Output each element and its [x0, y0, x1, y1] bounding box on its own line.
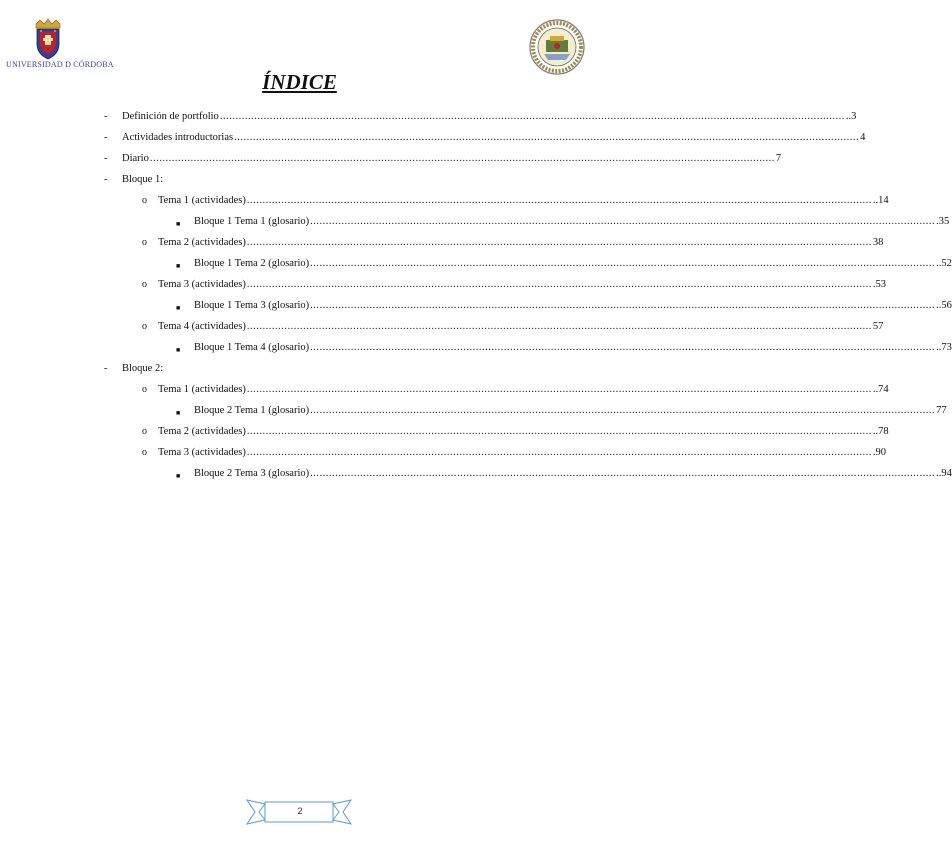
toc-leader-dots: ........................................................................................................................................................................................................	[310, 405, 936, 416]
toc-leader-dots: ........................................................................................................................................................................................................	[310, 468, 936, 479]
toc-leader-dots: ........................................................................................................................................................................................................	[246, 384, 872, 395]
toc-leader-dots: ........................................................................................................................................................................................................	[234, 132, 860, 143]
toc-entry[interactable]	[176, 257, 952, 271]
toc-entry-page: 4	[860, 132, 866, 143]
university-logo	[6, 18, 114, 74]
toc-entry[interactable]	[142, 278, 887, 292]
university-logo-caption: UNIVERSIDAD D CÓRDOBA	[6, 60, 114, 69]
toc-leader-dots: ........................................................................................................................................................................................................	[310, 258, 936, 269]
circle-bullet-icon: o	[142, 321, 147, 332]
toc-entry[interactable]	[176, 467, 952, 481]
toc-leader-dots: ........................................................................................................................................................................................................	[310, 300, 936, 311]
faculty-logo	[528, 18, 586, 76]
toc-leader-dots: ........................................................................................................................................................................................................	[246, 426, 872, 437]
square-bullet-icon: ■	[176, 472, 181, 480]
toc-entry[interactable]	[142, 194, 889, 208]
dash-bullet-icon: -	[104, 132, 108, 143]
toc-entry-label: Diario	[122, 153, 149, 164]
toc-leader-dots: ........................................................................................................................................................................................................	[149, 153, 775, 164]
toc-leader-dots: ........................................................................................................................................................................................................	[219, 111, 845, 122]
toc-entry[interactable]	[142, 446, 887, 460]
page-number: 2	[297, 806, 303, 816]
toc-entry-label: Bloque 1 Tema 1 (glosario)	[194, 216, 310, 227]
toc-entry[interactable]	[142, 425, 889, 439]
toc-entry-page: 77	[936, 405, 947, 416]
toc-entry-page: ..14	[872, 195, 889, 206]
square-bullet-icon: ■	[176, 304, 181, 312]
toc-entry-label: Tema 1 (actividades)	[158, 384, 246, 395]
circle-bullet-icon: o	[142, 384, 147, 395]
toc-entry-page: 7	[775, 153, 782, 164]
toc-entry-page: .90	[872, 447, 887, 458]
circle-bullet-icon: o	[142, 237, 147, 248]
toc-entry-page: ..3	[845, 111, 857, 122]
square-bullet-icon: ■	[176, 262, 181, 270]
toc-leader-dots: ........................................................................................................................................................................................................	[310, 216, 936, 227]
toc-entry[interactable]	[142, 236, 884, 250]
toc-entry-label: Bloque 2:	[122, 363, 164, 374]
toc-entry-label: Bloque 2 Tema 3 (glosario)	[194, 468, 310, 479]
toc-leader-dots: ........................................................................................................................................................................................................	[310, 342, 936, 353]
toc-entry[interactable]	[176, 215, 950, 229]
square-bullet-icon: ■	[176, 409, 181, 417]
square-bullet-icon: ■	[176, 346, 181, 354]
toc-entry-label: Tema 3 (actividades)	[158, 279, 246, 290]
toc-entry-label: Actividades introductorias	[122, 132, 234, 143]
dash-bullet-icon: -	[104, 153, 108, 164]
toc-entry-label: Tema 4 (actividades)	[158, 321, 246, 332]
toc-entry-page: 57	[872, 321, 884, 332]
toc-leader-dots: ........................................................................................................................................................................................................	[246, 321, 872, 332]
toc-entry[interactable]	[176, 341, 952, 355]
toc-entry[interactable]	[176, 299, 952, 313]
toc-entry-label: Tema 1 (actividades)	[158, 195, 246, 206]
faculty-seal-icon	[528, 18, 586, 76]
page-title: ÍNDICE	[262, 70, 337, 94]
square-bullet-icon: ■	[176, 220, 181, 228]
toc-leader-dots: ........................................................................................................................................................................................................	[246, 447, 872, 458]
toc-entry-label: Bloque 1 Tema 3 (glosario)	[194, 300, 310, 311]
dash-bullet-icon: -	[104, 363, 108, 374]
toc-entry-label: Bloque 1:	[122, 174, 164, 185]
toc-entry-page: ..52	[936, 258, 952, 269]
toc-entry-label: Definición de portfolio	[122, 111, 219, 122]
toc-entry-page: 38	[872, 237, 884, 248]
toc-entry[interactable]	[176, 404, 947, 418]
toc-entry-label: Bloque 2 Tema 1 (glosario)	[194, 405, 310, 416]
dash-bullet-icon: -	[104, 111, 108, 122]
toc-entry[interactable]	[142, 383, 889, 397]
toc-entry-label: Tema 2 (actividades)	[158, 426, 246, 437]
toc-entry-page: ..94	[936, 468, 952, 479]
toc-entry-label: Tema 3 (actividades)	[158, 447, 246, 458]
toc-leader-dots: ........................................................................................................................................................................................................	[246, 279, 872, 290]
toc-entry-page: ..73	[936, 342, 952, 353]
toc-entry-page: ..74	[872, 384, 889, 395]
toc-entry-label: Bloque 1 Tema 2 (glosario)	[194, 258, 310, 269]
toc-entry[interactable]	[104, 131, 866, 145]
toc-leader-dots: ........................................................................................................................................................................................................	[246, 195, 872, 206]
toc-entry[interactable]	[142, 320, 884, 334]
toc-entry[interactable]	[104, 110, 857, 124]
toc-entry-page: .35	[936, 216, 950, 227]
toc-entry[interactable]	[104, 362, 501, 376]
toc-entry-label: Tema 2 (actividades)	[158, 237, 246, 248]
circle-bullet-icon: o	[142, 195, 147, 206]
toc-entry[interactable]	[104, 152, 782, 166]
toc-entry-page: ..56	[936, 300, 952, 311]
university-crest-icon	[6, 18, 90, 62]
circle-bullet-icon: o	[142, 426, 147, 437]
circle-bullet-icon: o	[142, 279, 147, 290]
toc-entry-page: .53	[872, 279, 887, 290]
dash-bullet-icon: -	[104, 174, 108, 185]
circle-bullet-icon: o	[142, 447, 147, 458]
toc-entry[interactable]	[104, 173, 501, 187]
toc-entry-page: ..78	[872, 426, 889, 437]
toc-leader-dots: ........................................................................................................................................................................................................	[246, 237, 872, 248]
toc-entry-label: Bloque 1 Tema 4 (glosario)	[194, 342, 310, 353]
